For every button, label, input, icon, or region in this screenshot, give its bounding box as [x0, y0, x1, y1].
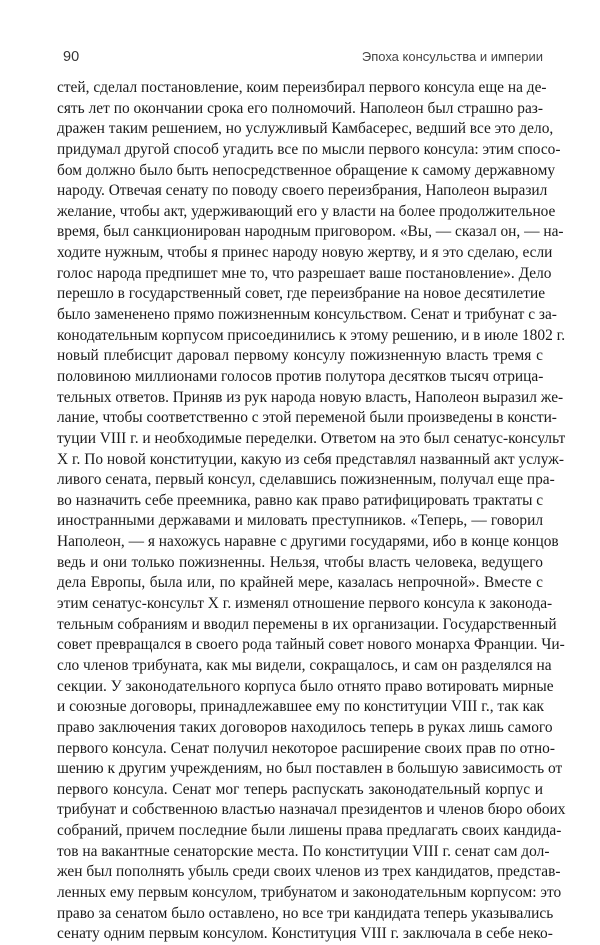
text-line: тельных ответов. Приняв из рук народа новую власть, Наполеон выразил же-	[57, 388, 564, 406]
text-line: иностранными державами и миловать преступников. «Теперь, — говорил	[57, 512, 543, 530]
text-line: желание, чтобы акт, удерживающий его у власти на более продолжительное	[57, 202, 556, 220]
text-line: право заключения таких договоров находилось теперь в руках лишь самого	[57, 718, 553, 736]
text-line: туции VIII г. и необходимые переделки. Ответом на это был сенатус-консульт	[57, 429, 566, 447]
text-line: ходите нужным, чтобы я принес народу новую жертву, и я это сделаю, если	[57, 244, 553, 262]
text-line: совет превращался в своего рода тайный совет нового монарха Франции. Чи-	[57, 636, 565, 654]
text-line: жен был пополнять убыль среди своих членов из трех кандидатов, представ-	[57, 863, 561, 881]
text-line: Наполеон, — я нахожусь наравне с другими государями, ибо в конце концов	[57, 533, 559, 551]
text-line: голос народа предпишет мне то, что разрешает ваше постановление». Дело	[57, 264, 552, 282]
text-line: первого консула. Сенат получил некоторое расширение своих прав по отно-	[57, 739, 555, 757]
text-line: сенату одним первым консулом. Конституция VIII г. заключала в себе неко-	[57, 925, 553, 943]
text-line: половиною миллионами голосов против полутора десятков тысяч отрица-	[57, 367, 544, 385]
text-line: сять лет по окончании срока его полномочий. Наполеон был страшно раз-	[57, 99, 543, 117]
running-head	[63, 49, 543, 71]
text-line: конодательным корпусом присоединились к этому решению, и в июле 1802 г.	[57, 326, 566, 344]
text-line: первого консула. Сенат мог теперь распускать законодательный корпус и	[57, 780, 543, 798]
text-line: ленных ему первым консулом, трибунатом и законодательным корпусом: это	[57, 883, 562, 901]
running-title: Эпоха консульства и империи	[361, 49, 543, 64]
page-number: 90	[63, 49, 80, 65]
text-line: бом должно было быть непосредственное обращение к самому державному	[57, 161, 556, 179]
text-line: лание, чтобы соответственно с этой переменой были произведены в консти-	[57, 409, 557, 427]
text-line: тельным собраниям и вводил перемены в их организации. Государственный	[57, 615, 557, 633]
body-text	[57, 78, 566, 943]
text-line: придумал другой способ угадить все по мысли первого консула: этим спосо-	[57, 140, 561, 158]
text-line: народу. Отвечая сенату по поводу своего переизбрания, Наполеон выразил	[57, 182, 548, 200]
text-line: во назначить себе преемника, равно как право ратифицировать трактаты с	[57, 491, 544, 509]
text-line: право за сенатом было оставлено, но все три кандидата теперь указывались	[57, 904, 554, 922]
text-line: ведь и они только пожизненны. Нельзя, чтобы власть человека, ведущего	[57, 553, 543, 571]
text-line: трибунат и собственною властью назначал президентов и членов бюро обоих	[57, 801, 566, 819]
text-line: собраний, причем последние были лишены права предлагать своих кандида-	[57, 822, 562, 840]
text-line: дражен таким решением, но услужливый Камбасерес, ведший все это дело,	[57, 120, 554, 138]
text-line: шению к другим учреждениям, но был поставлен в большую зависимость от	[57, 760, 563, 778]
text-line: и союзные договоры, принадлежавшее ему по конституции VIII г., так как	[57, 698, 545, 716]
text-line: X г. По новой конституции, какую из себя представлял названный акт услуж-	[57, 450, 564, 468]
text-line: время, был санкционирован народным приговором. «Вы, — сказал он, — на-	[57, 223, 564, 241]
text-line: новый плебисцит даровал первому консулу пожизненную власть тремя с	[57, 347, 543, 365]
text-line: секции. У законодательного корпуса было отнято право вотировать мирные	[57, 677, 554, 695]
text-line: перешло в государственный совет, где переизбрание на новое десятилетие	[57, 285, 546, 303]
text-line: дела Европы, была или, по крайней мере, казалась непрочной». Вместе с	[57, 574, 543, 592]
text-line: тов на вакантные сенаторские места. По конституции VIII г. сенат сам дол-	[57, 842, 550, 860]
text-line: этим сенатус-консульт X г. изменял отношение первого консула к законода-	[57, 595, 553, 613]
text-line: сло членов трибуната, как мы видели, сокращалось, и сам он разделялся на	[57, 656, 552, 674]
text-line: было замененено прямо пожизненным консульством. Сенат и трибунат с за-	[57, 306, 557, 324]
text-line: ливого сената, первый консул, сделавшись пожизненным, получал еще пра-	[57, 471, 555, 489]
text-line: стей, сделал постановление, коим переизбирал первого консула еще на де-	[57, 79, 547, 96]
